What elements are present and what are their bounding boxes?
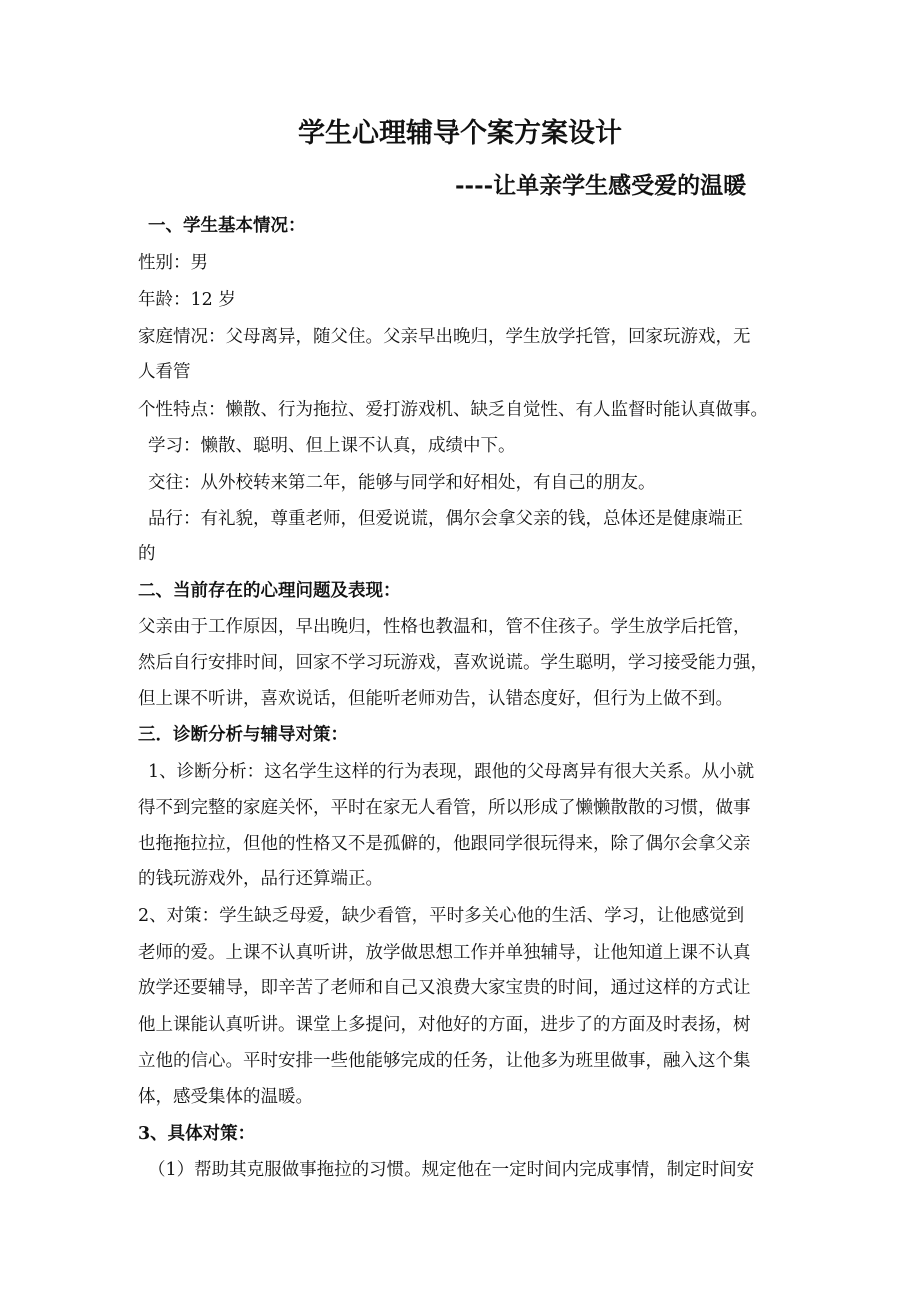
text-line: 父亲由于工作原因，早出晚归，性格也教温和，管不住孩子。学生放学后托管， <box>138 617 751 637</box>
text-line: 的 <box>138 544 156 564</box>
section-heading-diagnosis: 三．诊断分析与辅导对策： <box>138 725 348 745</box>
text-line: 立他的信心。平时安排一些他能够完成的任务，让他多为班里做事，融入这个集 <box>138 1051 751 1071</box>
text-line: 放学还要辅导，即辛苦了老师和自己又浪费大家宝贵的时间，通过这样的方式让 <box>138 978 751 998</box>
document-subtitle: ----让单亲学生感受爱的温暖 <box>455 172 747 199</box>
text-line: 年龄：12 岁 <box>138 290 236 310</box>
text-line: （1）帮助其克服做事拖拉的习惯。规定他在一定时间内完成事情，制定时间安 <box>148 1160 755 1180</box>
text-line: 他上课能认真听讲。课堂上多提问，对他好的方面，进步了的方面及时表扬，树 <box>138 1015 751 1035</box>
text-line: 然后自行安排时间，回家不学习玩游戏，喜欢说谎。学生聪明，学习接受能力强， <box>138 653 768 673</box>
text-line: 2、对策：学生缺乏母爱，缺少看管，平时多关心他的生活、学习，让他感觉到 <box>138 906 745 926</box>
text-line: 老师的爱。上课不认真听讲，放学做思想工作并单独辅导，让他知道上课不认真 <box>138 943 751 963</box>
text-line: 人看管 <box>138 362 191 382</box>
text-line: 也拖拖拉拉，但他的性格又不是孤僻的，他跟同学很玩得来，除了偶尔会拿父亲 <box>138 834 751 854</box>
text-line: 得不到完整的家庭关怀，平时在家无人看管，所以形成了懒懒散散的习惯，做事 <box>138 798 751 818</box>
section-heading-problems: 二、当前存在的心理问题及表现： <box>138 581 401 601</box>
text-line: 1、诊断分析：这名学生这样的行为表现，跟他的父母离异有很大关系。从小就 <box>148 762 755 782</box>
document-title: 学生心理辅导个案方案设计 <box>298 118 622 149</box>
section-heading-basic-info: 一、学生基本情况： <box>148 216 306 236</box>
text-line: 交往：从外校转来第二年，能够与同学和好相处，有自己的朋友。 <box>148 473 656 493</box>
text-line: 但上课不听讲，喜欢说话，但能听老师劝告，认错态度好，但行为上做不到。 <box>138 689 733 709</box>
text-line: 学习：懒散、聪明、但上课不认真，成绩中下。 <box>148 436 516 456</box>
text-line: 家庭情况：父母离异，随父住。父亲早出晚归，学生放学托管，回家玩游戏，无 <box>138 327 751 347</box>
text-line: 体，感受集体的温暖。 <box>138 1087 313 1107</box>
text-line: 个性特点：懒散、行为拖拉、爱打游戏机、缺乏自觉性、有人监督时能认真做事。 <box>138 400 768 420</box>
text-line: 的钱玩游戏外，品行还算端正。 <box>138 869 383 889</box>
text-line: 品行：有礼貌，尊重老师，但爱说谎，偶尔会拿父亲的钱，总体还是健康端正 <box>148 509 743 529</box>
text-line: 性别：男 <box>138 253 208 273</box>
section-heading-specific-measures: 3、具体对策： <box>138 1124 256 1144</box>
